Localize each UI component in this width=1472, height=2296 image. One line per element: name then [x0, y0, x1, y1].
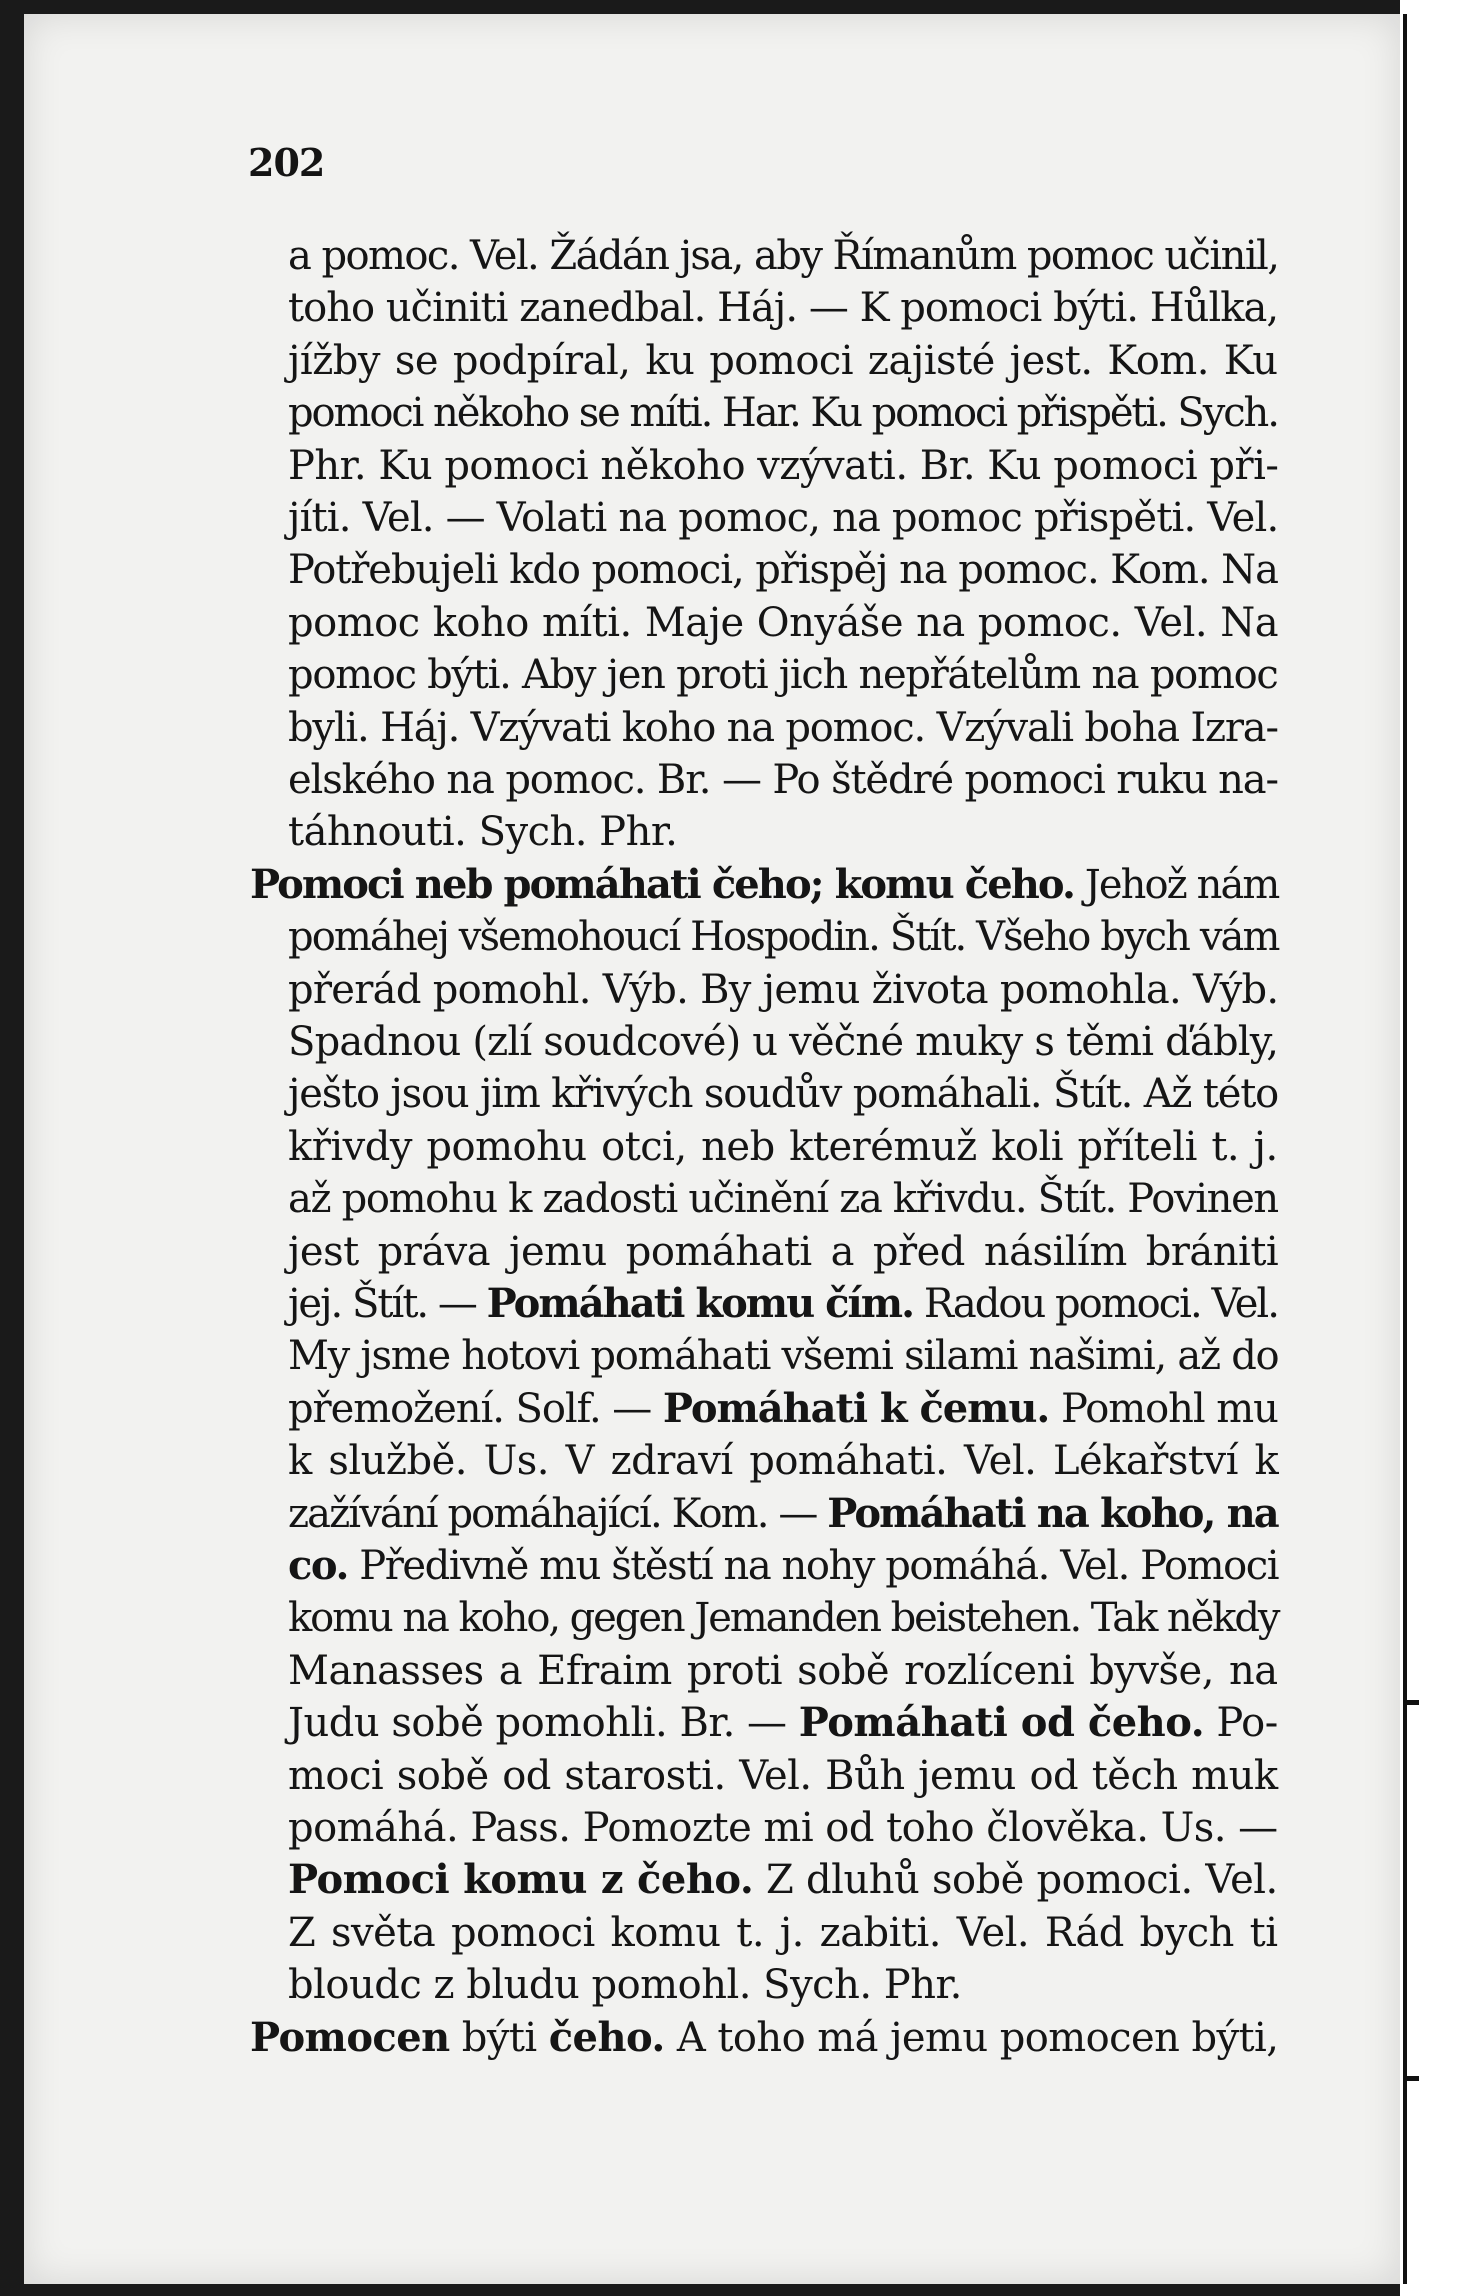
line-text: Spadnou (zlí soudcové) u věčné muky s těmi ďábly,	[288, 1019, 1279, 1065]
text-line	[288, 390, 1278, 437]
text-line	[288, 652, 1278, 699]
line-text: ješto jsou jim křivých soudův pomáhali. Štít. Až této	[288, 1071, 1279, 1118]
text-line	[288, 442, 1279, 489]
text-line	[288, 1333, 1279, 1380]
text-line	[288, 233, 1279, 279]
headword: Pomáhati na koho, na	[827, 1489, 1278, 1537]
page-number: 202	[248, 140, 325, 185]
line-text: jížby se podpíral, ku pomoci zajisté jest. Kom. Ku	[288, 337, 1278, 384]
line-text: Z světa pomoci komu t. j. zabiti. Vel. Rád bych ti	[288, 1909, 1278, 1956]
text-line	[288, 1280, 1278, 1327]
line-text: pomáhá. Pass. Pomozte mi od toho člověka. Us. —	[288, 1805, 1278, 1851]
headword: Pomáhati od čeho.	[798, 1699, 1205, 1747]
line-text: komu na koho, gegen Jemanden beistehen. Tak někdy	[288, 1595, 1279, 1642]
line-text: táhnouti. Sych. Phr.	[288, 809, 678, 856]
text-line	[288, 285, 1279, 332]
line-text: jest práva jemu pomáhati a před násilím brániti	[288, 1228, 1279, 1275]
line-text: pomoci někoho se míti. Har. Ku pomoci přispěti. Sych.	[288, 390, 1278, 437]
line-text: k službě. Us. V zdraví pomáhati. Vel. Lékařství k	[288, 1438, 1279, 1485]
text-line	[288, 704, 1278, 751]
line-text: Manasses a Efraim proti sobě rozlíceni byvše, na	[288, 1647, 1278, 1694]
text-line	[288, 1856, 1278, 1904]
text-line	[288, 1489, 1278, 1537]
text-line	[288, 337, 1278, 384]
headword: čeho.	[548, 2013, 665, 2061]
text-line	[288, 966, 1279, 1013]
line-text: Phr. Ku pomoci někoho vzývati. Br. Ku pomoci při-	[288, 442, 1279, 489]
line-text: přemožení. Solf. —	[288, 1385, 663, 1432]
line-text: byli. Háj. Vzývati koho na pomoc. Vzývali boha Izra-	[288, 704, 1278, 751]
text-line	[288, 1019, 1279, 1065]
headword: Pomoci neb pomáhati čeho; komu čeho.	[250, 860, 1074, 908]
line-text: elského na pomoc. Br. — Po štědré pomoci ruku na-	[288, 757, 1278, 803]
text-line	[288, 914, 1279, 961]
line-text: až pomohu k zadosti učinění za křivdu. Štít. Povinen	[288, 1176, 1278, 1223]
text-line	[288, 1647, 1278, 1694]
headword: Pomocen	[250, 2013, 450, 2061]
text-line	[288, 1595, 1279, 1642]
text-line	[288, 495, 1279, 541]
text-line	[288, 599, 1279, 646]
line-text: pomáhej všemohoucí Hospodin. Štít. Všeho bych vám	[288, 914, 1279, 961]
line-text: A toho má jemu pomocen býti,	[664, 2014, 1279, 2061]
text-line	[288, 757, 1278, 803]
line-text: toho učiniti zanedbal. Háj. — K pomoci býti. Hůlka,	[288, 285, 1279, 332]
line-text: zažívání pomáhající. Kom. —	[288, 1490, 828, 1537]
text-line	[288, 1176, 1278, 1223]
line-text: jíti. Vel. — Volati na pomoc, na pomoc přispěti. Vel.	[288, 495, 1279, 541]
text-line	[288, 1438, 1279, 1485]
line-text: Potřebujeli kdo pomoci, přispěj na pomoc. Kom. Na	[288, 547, 1278, 594]
line-text: Judu sobě pomohli. Br. —	[288, 1700, 799, 1747]
text-line	[288, 1071, 1279, 1118]
text-line	[288, 1699, 1278, 1747]
line-text: My jsme hotovi pomáhati všemi silami našimi, až do	[288, 1333, 1279, 1380]
text-line	[288, 1228, 1279, 1275]
headword: Pomoci komu z čeho.	[288, 1856, 754, 1904]
line-text: přerád pomohl. Výb. By jemu života pomohla. Výb.	[288, 966, 1279, 1013]
text-line	[288, 809, 678, 856]
line-text: Po-	[1204, 1700, 1278, 1747]
line-text: pomoc býti. Aby jen proti jich nepřátelům na pomoc	[288, 652, 1278, 699]
text-line	[288, 1962, 962, 2009]
line-text: Radou pomoci. Vel.	[913, 1281, 1278, 1327]
line-text: bloudc z bludu pomohl. Sych. Phr.	[288, 1962, 962, 2009]
text-line	[250, 2013, 1279, 2061]
line-text: Z dluhů sobě pomoci. Vel.	[753, 1857, 1278, 1904]
headword: Pomáhati k čemu.	[662, 1384, 1050, 1432]
line-text: a pomoc. Vel. Žádán jsa, aby Římanům pomoc učinil,	[288, 233, 1279, 279]
line-text: křivdy pomohu otci, neb kterémuž koli příteli t. j.	[288, 1123, 1278, 1170]
line-text: jej. Štít. —	[288, 1281, 487, 1327]
line-text: Předivně mu štěstí na nohy pomáhá. Vel. Pomoci	[347, 1543, 1279, 1589]
line-text: pomoc koho míti. Maje Onyáše na pomoc. Vel. Na	[288, 599, 1279, 646]
text-line	[288, 547, 1278, 594]
text-line	[250, 860, 1279, 908]
line-text: moci sobě od starosti. Vel. Bůh jemu od těch muk	[288, 1752, 1278, 1799]
text-line	[288, 1752, 1278, 1799]
headword: Pomáhati komu čím.	[486, 1280, 914, 1327]
line-text: Pomohl mu	[1049, 1385, 1278, 1432]
text-line	[288, 1123, 1278, 1170]
text-line	[288, 1542, 1279, 1589]
line-text: Jehož nám	[1073, 861, 1279, 908]
text-line	[288, 1909, 1278, 1956]
text-line	[288, 1384, 1278, 1432]
line-text: býti	[449, 2014, 549, 2061]
text-line	[288, 1805, 1278, 1851]
headword: co.	[288, 1542, 348, 1589]
